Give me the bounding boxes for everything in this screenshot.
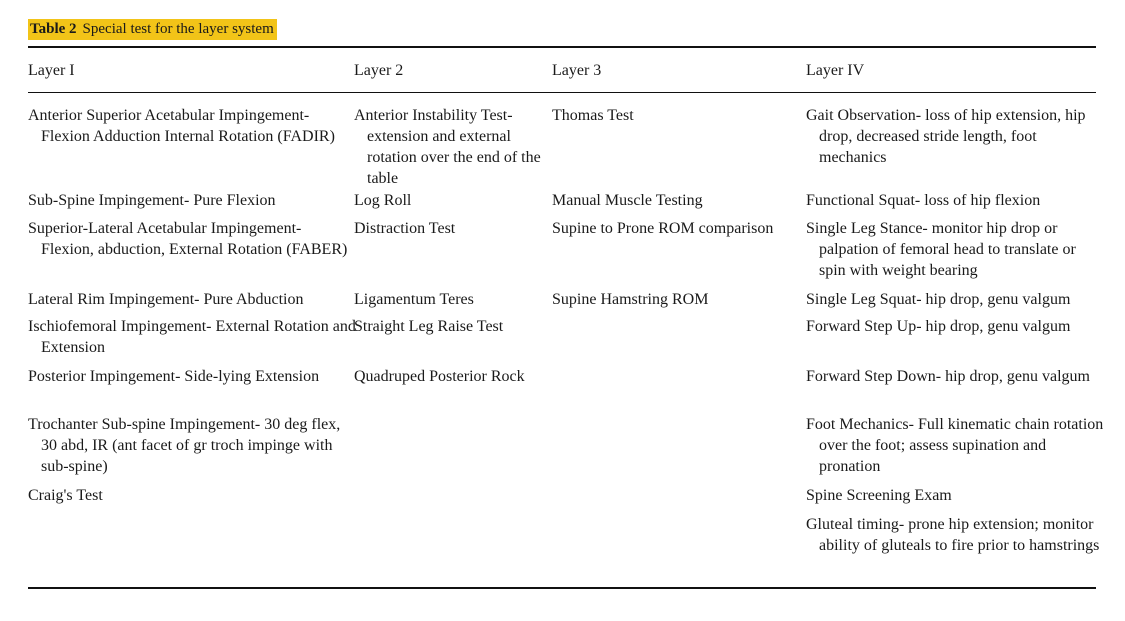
table-cell-r1-layer1: Sub-Spine Impingement- Pure Flexion	[28, 192, 276, 209]
header-layer-2: Layer 2	[354, 62, 404, 79]
header-layer-4: Layer IV	[806, 62, 865, 79]
table-cell-r1-layer3: Manual Muscle Testing	[552, 192, 703, 209]
table-cell-r8-layer4: Gluteal timing- prone hip extension; monitor ability of gluteals to fire prior to hamstrings	[806, 516, 1100, 554]
header-layer-1: Layer I	[28, 62, 75, 79]
table-cell-r1-layer4: Functional Squat- loss of hip flexion	[806, 192, 1041, 209]
table-cell-r3-layer1: Lateral Rim Impingement- Pure Abduction	[28, 291, 304, 308]
table-cell-r0-layer4: Gait Observation- loss of hip extension, hip drop, decreased stride length, foot mechanics	[806, 107, 1086, 166]
table-cell-r2-layer3: Supine to Prone ROM comparison	[552, 220, 774, 237]
table-cell-r3-layer2: Ligamentum Teres	[354, 291, 474, 308]
table-cell-r0-layer3: Thomas Test	[552, 107, 634, 124]
table-number: Table 2	[30, 21, 77, 37]
table-cell-r4-layer1: Ischiofemoral Impingement- External Rotation and Extension	[28, 318, 356, 356]
table-cell-r5-layer1: Posterior Impingement- Side-lying Extension	[28, 368, 320, 385]
table-cell-r3-layer3: Supine Hamstring ROM	[552, 291, 709, 308]
table-cell-r5-layer2: Quadruped Posterior Rock	[354, 368, 525, 385]
table-top-rule	[28, 46, 1096, 48]
table-cell-r0-layer2: Anterior Instability Test- extension and external rotation over the end of the table	[354, 107, 541, 187]
table-cell-r6-layer1: Trochanter Sub-spine Impingement- 30 deg flex, 30 abd, IR (ant facet of gr troch impinge with sub-spine)	[28, 416, 341, 475]
table-cell-r7-layer4: Spine Screening Exam	[806, 487, 952, 504]
table-cell-r4-layer2: Straight Leg Raise Test	[354, 318, 504, 335]
table-cell-r0-layer1: Anterior Superior Acetabular Impingement- Flexion Adduction Internal Rotation (FADIR)	[28, 107, 335, 145]
table-cell-r2-layer1: Superior-Lateral Acetabular Impingement- Flexion, abduction, External Rotation (FABER)	[28, 220, 348, 258]
table-cell-r2-layer4: Single Leg Stance- monitor hip drop or palpation of femoral head to translate or spin with weight bearing	[806, 220, 1076, 279]
table-cell-r3-layer4: Single Leg Squat- hip drop, genu valgum	[806, 291, 1071, 308]
table-cell-r5-layer4: Forward Step Down- hip drop, genu valgum	[806, 368, 1090, 385]
table-header-rule	[28, 92, 1096, 93]
table-cell-r1-layer2: Log Roll	[354, 192, 412, 209]
table-cell-r4-layer4: Forward Step Up- hip drop, genu valgum	[806, 318, 1071, 335]
table-caption	[28, 19, 277, 40]
table-cell-r7-layer1: Craig's Test	[28, 487, 103, 504]
table-title: Special test for the layer system	[82, 21, 274, 37]
header-layer-3: Layer 3	[552, 62, 602, 79]
table-cell-r6-layer4: Foot Mechanics- Full kinematic chain rotation over the foot; assess supination and pronation	[806, 416, 1104, 475]
table-bottom-rule	[28, 587, 1096, 589]
table-cell-r2-layer2: Distraction Test	[354, 220, 456, 237]
